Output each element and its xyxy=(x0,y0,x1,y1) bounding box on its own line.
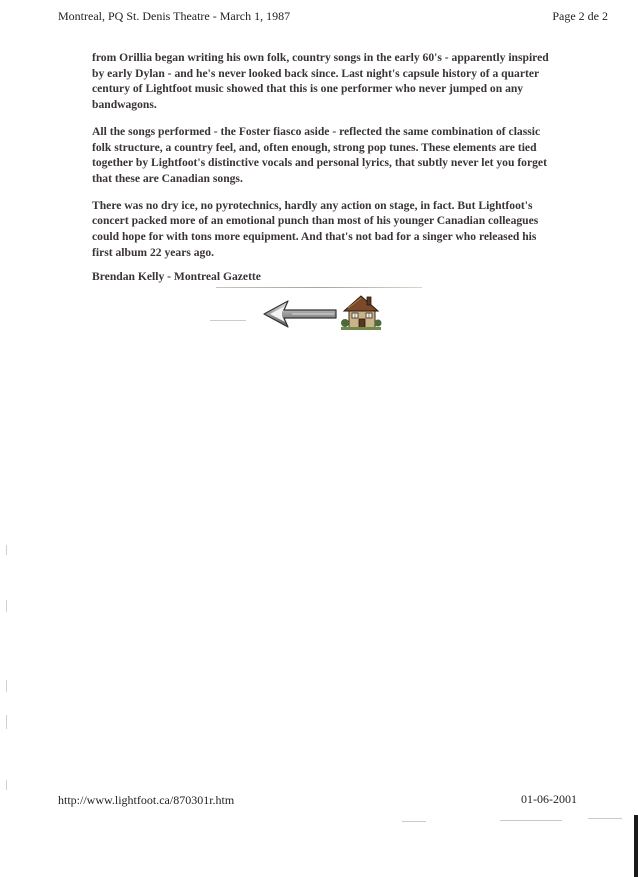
scan-speck xyxy=(6,715,7,729)
footer-date: 01-06-2001 xyxy=(521,792,577,806)
header-title: Montreal, PQ St. Denis Theatre - March 1, 1987 xyxy=(58,9,291,23)
footer-url: http://www.lightfoot.ca/870301r.htm xyxy=(58,793,235,807)
divider-fragment xyxy=(210,320,246,321)
divider xyxy=(216,287,422,288)
left-arrow-icon xyxy=(262,299,338,329)
page-number: Page 2 de 2 xyxy=(552,9,608,23)
scan-mark xyxy=(588,818,622,819)
house-icon xyxy=(340,293,382,331)
scan-mark xyxy=(500,820,562,821)
byline: Brendan Kelly - Montreal Gazette xyxy=(92,270,261,283)
scan-speck xyxy=(6,780,7,790)
scan-edge-shadow xyxy=(634,815,638,877)
article-paragraph: All the songs performed - the Foster fiasco aside - reflected the same combination of classic folk structure, a country feel, and, often enough, strong pop tunes. These elements are tied together by Lightfoot's distinctive vocals and personal lyrics, that subtly never let you forget that these are Canadian songs. xyxy=(92,124,547,185)
article-paragraph: There was no dry ice, no pyrotechnics, hardly any action on stage, in fact. But Lightfoot's concert packed more of an emotional punch than most of his younger Canadian colleagues could hope for with tons more equipment. And that's not bad for a singer who released his first album 22 years ago. xyxy=(92,198,539,259)
article-paragraph: from Orillia began writing his own folk, country songs in the early 60's - apparently inspired by early Dylan - and he's never looked back since. Last night's capsule history of a quarter century of Lightfoot music showed that this is one performer who never jumped on any bandwagons. xyxy=(92,51,549,112)
back-button[interactable] xyxy=(262,299,338,329)
scan-speck xyxy=(6,600,7,612)
scan-speck xyxy=(6,680,7,692)
scan-mark xyxy=(402,821,426,822)
home-button[interactable] xyxy=(340,293,382,331)
article-body xyxy=(92,50,552,271)
scan-speck xyxy=(6,545,7,555)
